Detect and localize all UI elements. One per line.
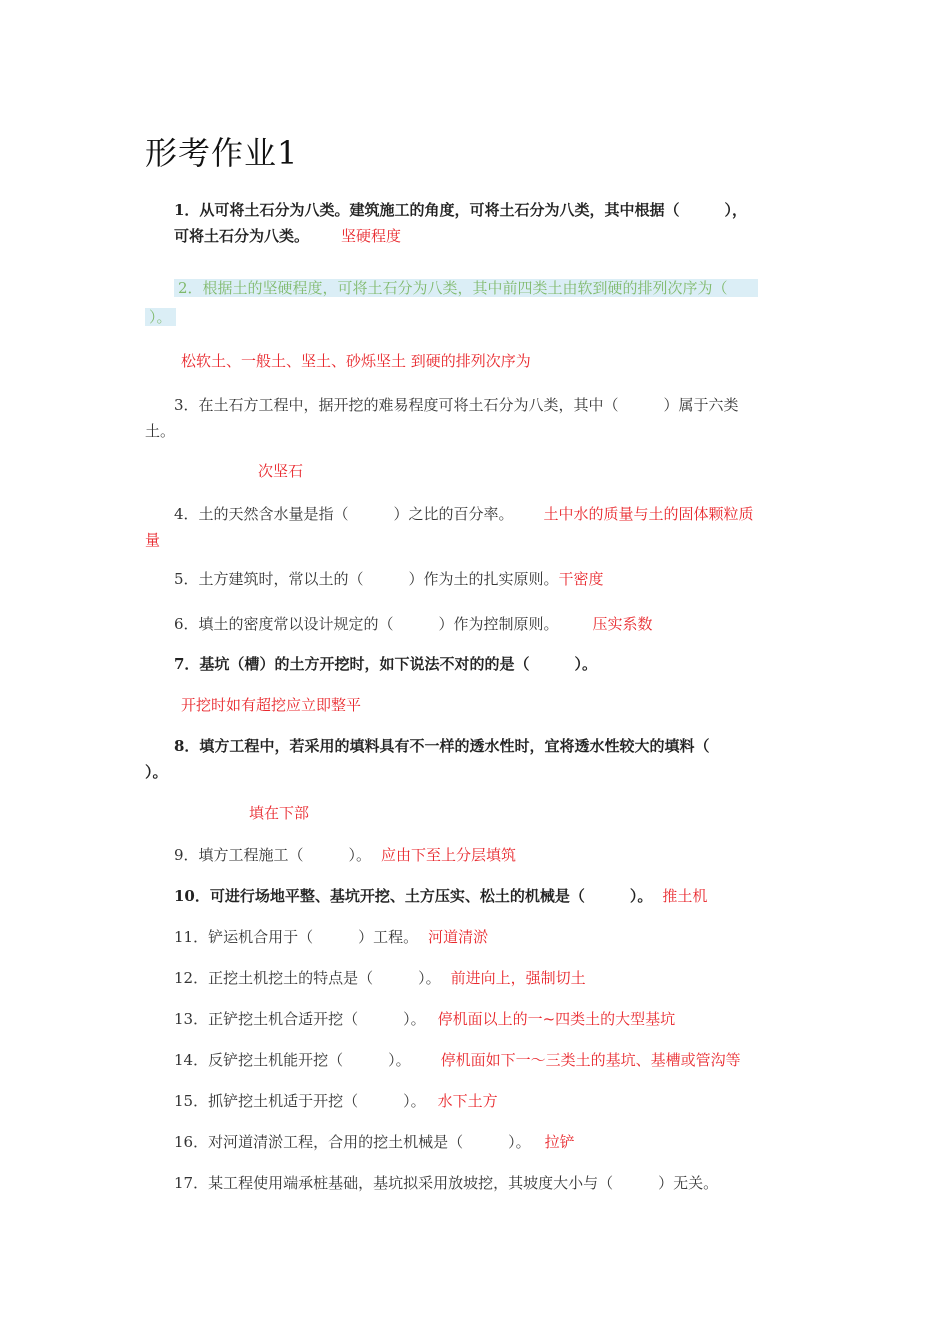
question-13-answer: 停机面以上的一~四类土的大型基坑	[437, 1010, 676, 1028]
question-3-line-2: 土。	[145, 422, 176, 440]
question-4-answer-part-1: 土中水的质量与土的固体颗粒质	[543, 505, 754, 523]
question-16	[174, 1129, 575, 1155]
question-15-text: 15．抓铲挖土机适于开挖（ ）。	[174, 1092, 426, 1110]
page-title: 形考作业1	[145, 134, 299, 172]
question-9	[174, 842, 516, 868]
question-12	[174, 965, 586, 991]
question-2-highlight-2: ）。	[145, 308, 176, 326]
question-3-answer: 次坚石	[258, 462, 304, 480]
question-6	[174, 611, 653, 637]
question-10-text: 10．可进行场地平整、基坑开挖、土方压实、松土的机械是（ ）。	[174, 887, 653, 905]
question-3-line-1: 3．在土石方工程中，据开挖的难易程度可将土石分为八类，其中（ ）属于六类	[174, 396, 739, 414]
question-7-text: 7．基坑（槽）的土方开挖时，如下说法不对的的是（ ）。	[174, 655, 597, 673]
question-15	[174, 1088, 498, 1114]
question-5-text: 5．土方建筑时，常以土的（ ）作为土的扎实原则。	[174, 570, 559, 588]
question-10	[174, 883, 707, 909]
question-10-answer: 推土机	[662, 887, 708, 905]
question-5-answer: 干密度	[558, 570, 604, 588]
question-1-text: 可将土石分为八类。	[174, 227, 310, 245]
question-5	[174, 566, 604, 592]
question-16-text: 16．对河道清淤工程，合用的挖土机械是（ ）。	[174, 1133, 531, 1151]
question-14	[174, 1047, 741, 1073]
question-13-text: 13．正铲挖土机合适开挖（ ）。	[174, 1010, 426, 1028]
question-11-answer: 河道清淤	[428, 928, 489, 946]
question-1-line-2	[174, 223, 401, 249]
question-1-line-1: 1．从可将土石分为八类。建筑施工的角度，可将土石分为八类，其中根据（ ），	[174, 201, 747, 219]
question-9-answer: 应由下至上分层填筑	[381, 846, 517, 864]
question-4-answer-part-2: 量	[145, 531, 161, 549]
question-11	[174, 924, 488, 950]
question-6-text: 6．填土的密度常以设计规定的（ ）作为控制原则。	[174, 615, 559, 633]
question-2-line-2	[145, 304, 176, 330]
question-15-answer: 水下土方	[437, 1092, 498, 1110]
question-4-text: 4．土的天然含水量是指（ ）之比的百分率。	[174, 505, 514, 523]
question-8-line-2: ）。	[145, 763, 168, 781]
question-7-answer: 开挖时如有超挖应立即整平	[181, 696, 362, 714]
question-9-text: 9．填方工程施工（ ）。	[174, 846, 372, 864]
question-1-answer: 坚硬程度	[341, 227, 402, 245]
question-2-line-1	[174, 275, 758, 301]
question-13	[174, 1006, 675, 1032]
question-11-text: 11．铲运机合用于（ ）工程。	[174, 928, 419, 946]
question-8-answer: 填在下部	[249, 804, 310, 822]
question-4-line-1	[174, 501, 754, 527]
question-2-answer: 松软土、一般土、坚土、砂烁坚土 到硬的排列次序为	[181, 352, 531, 370]
question-6-answer: 压实系数	[592, 615, 653, 633]
question-14-text: 14．反铲挖土机能开挖（ ）。	[174, 1051, 411, 1069]
question-16-answer: 拉铲	[544, 1133, 575, 1151]
question-12-text: 12．正挖土机挖土的特点是（ ）。	[174, 969, 441, 987]
question-12-answer: 前进向上，强制切土	[450, 969, 586, 987]
question-17-text: 17．某工程使用端承桩基础，基坑拟采用放坡挖，其坡度大小与（ ）无关。	[174, 1174, 719, 1192]
question-2-highlight-1: 2．根据土的坚硬程度，可将土石分为八类，其中前四类土由软到硬的排列次序为（	[174, 279, 758, 297]
question-8-line-1: 8．填方工程中，若采用的填料具有不一样的透水性时，宜将透水性较大的填料（	[174, 737, 710, 755]
question-14-answer: 停机面如下一～三类土的基坑、基槽或管沟等	[440, 1051, 741, 1069]
